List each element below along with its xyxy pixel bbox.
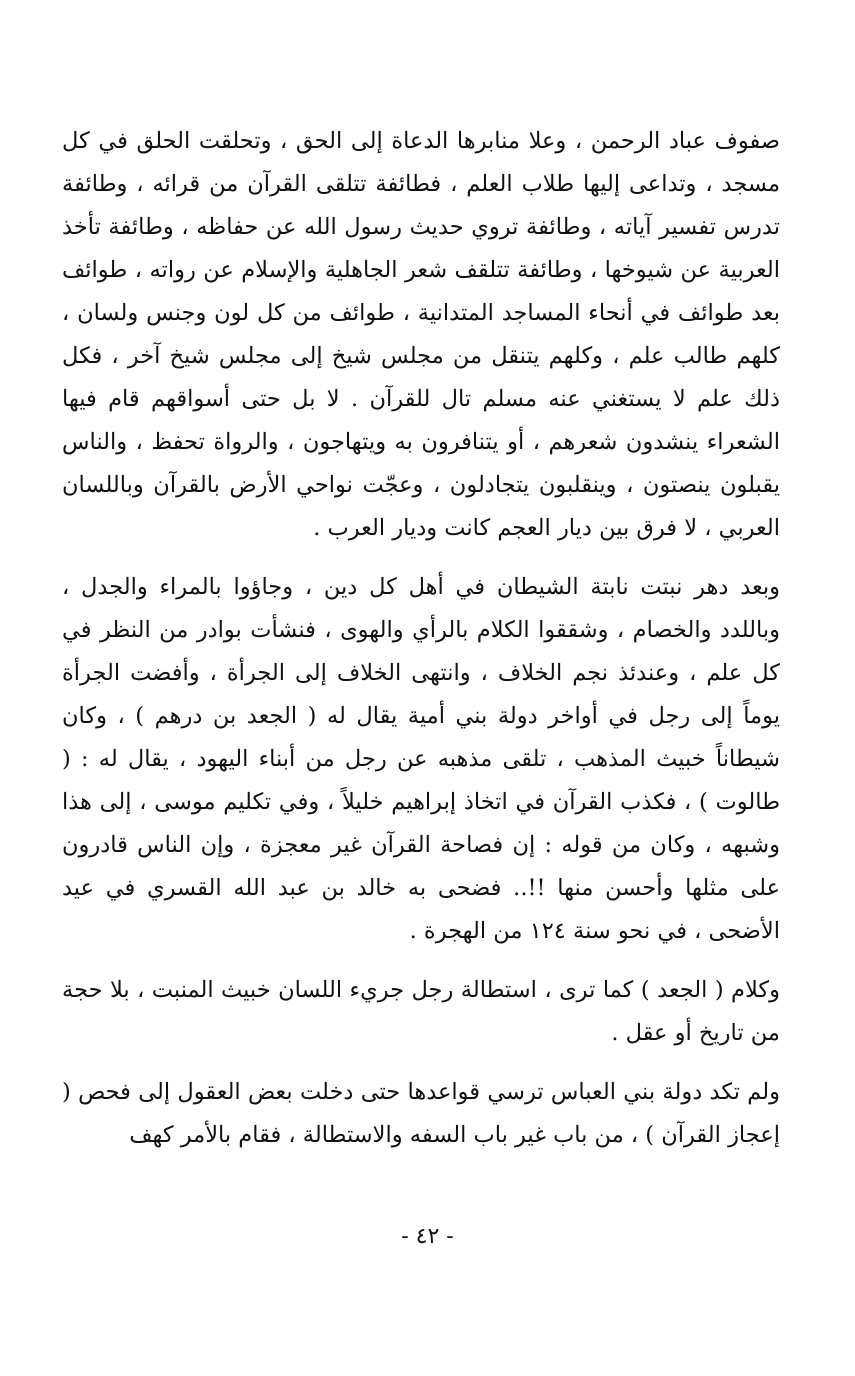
page-number: - ٤٢ - bbox=[401, 1224, 454, 1249]
paragraph-2: وبعد دهر نبتت نابتة الشيطان في أهل كل دين ، وجاؤوا بالمراء والجدل ، وباللدد والخصام ، وشققوا الكلام بالرأي والهوى ، فنشأت بوادر من النظر في كل علم ، وعندئذ نجم الخلاف ، وانتهى الخلاف إلى الجرأة ، وأفضت الجرأة يوماً إلى رجل في أواخر دولة بني أمية يقال له ( الجعد بن درهم ) ، وكان شيطاناً خبيث المذهب ، تلقى مذهبه عن رجل من أبناء اليهود ، يقال له : ( طالوت ) ، فكذب القرآن في اتخاذ إبراهيم خليلاً ، وفي تكليم موسى ، إلى هذا وشبهه ، وكان من قوله : إن فصاحة القرآن غير معجزة ، وإن الناس قادرون على مثلها وأحسن منها !!.. فضحى به خالد بن عبد الله القسري في عيد الأضحى ، في نحو سنة ١٢٤ من الهجرة . bbox=[62, 574, 780, 944]
paragraph-4: ولم تكد دولة بني العباس ترسي قواعدها حتى دخلت بعض العقول إلى فحص ( إعجاز القرآن ) ، من باب غير باب السفه والاستطالة ، فقام بالأمر كهف bbox=[62, 1079, 780, 1148]
page-body bbox=[62, 120, 780, 1157]
paragraph-1: صفوف عباد الرحمن ، وعلا منابرها الدعاة إلى الحق ، وتحلقت الحلق في كل مسجد ، وتداعى إليها طلاب العلم ، فطائفة تتلقى القرآن من قرائه ، وطائفة تدرس تفسير آياته ، وطائفة تروي حديث رسول الله عن حفاظه ، وطائفة تأخذ العربية عن شيوخها ، وطائفة تتلقف شعر الجاهلية والإسلام عن رواته ، طوائف بعد طوائف في أنحاء المساجد المتدانية ، طوائف من كل لون وجنس ولسان ، كلهم طالب علم ، وكلهم يتنقل من مجلس شيخ إلى مجلس شيخ آخر ، فكل ذلك علم لا يستغني عنه مسلم تال للقرآن . لا بل حتى أسواقهم قام فيها الشعراء ينشدون شعرهم ، أو يتنافرون به ويتهاجون ، والرواة تحفظ ، والناس يقبلون ينصتون ، وينقلبون يتجادلون ، وعجّت نواحي الأرض بالقرآن وباللسان العربي ، لا فرق بين ديار العجم كانت وديار العرب . bbox=[62, 128, 780, 541]
paragraph-3: وكلام ( الجعد ) كما ترى ، استطالة رجل جريء اللسان خبيث المنبت ، بلا حجة من تاريخ أو عقل . bbox=[62, 977, 780, 1046]
